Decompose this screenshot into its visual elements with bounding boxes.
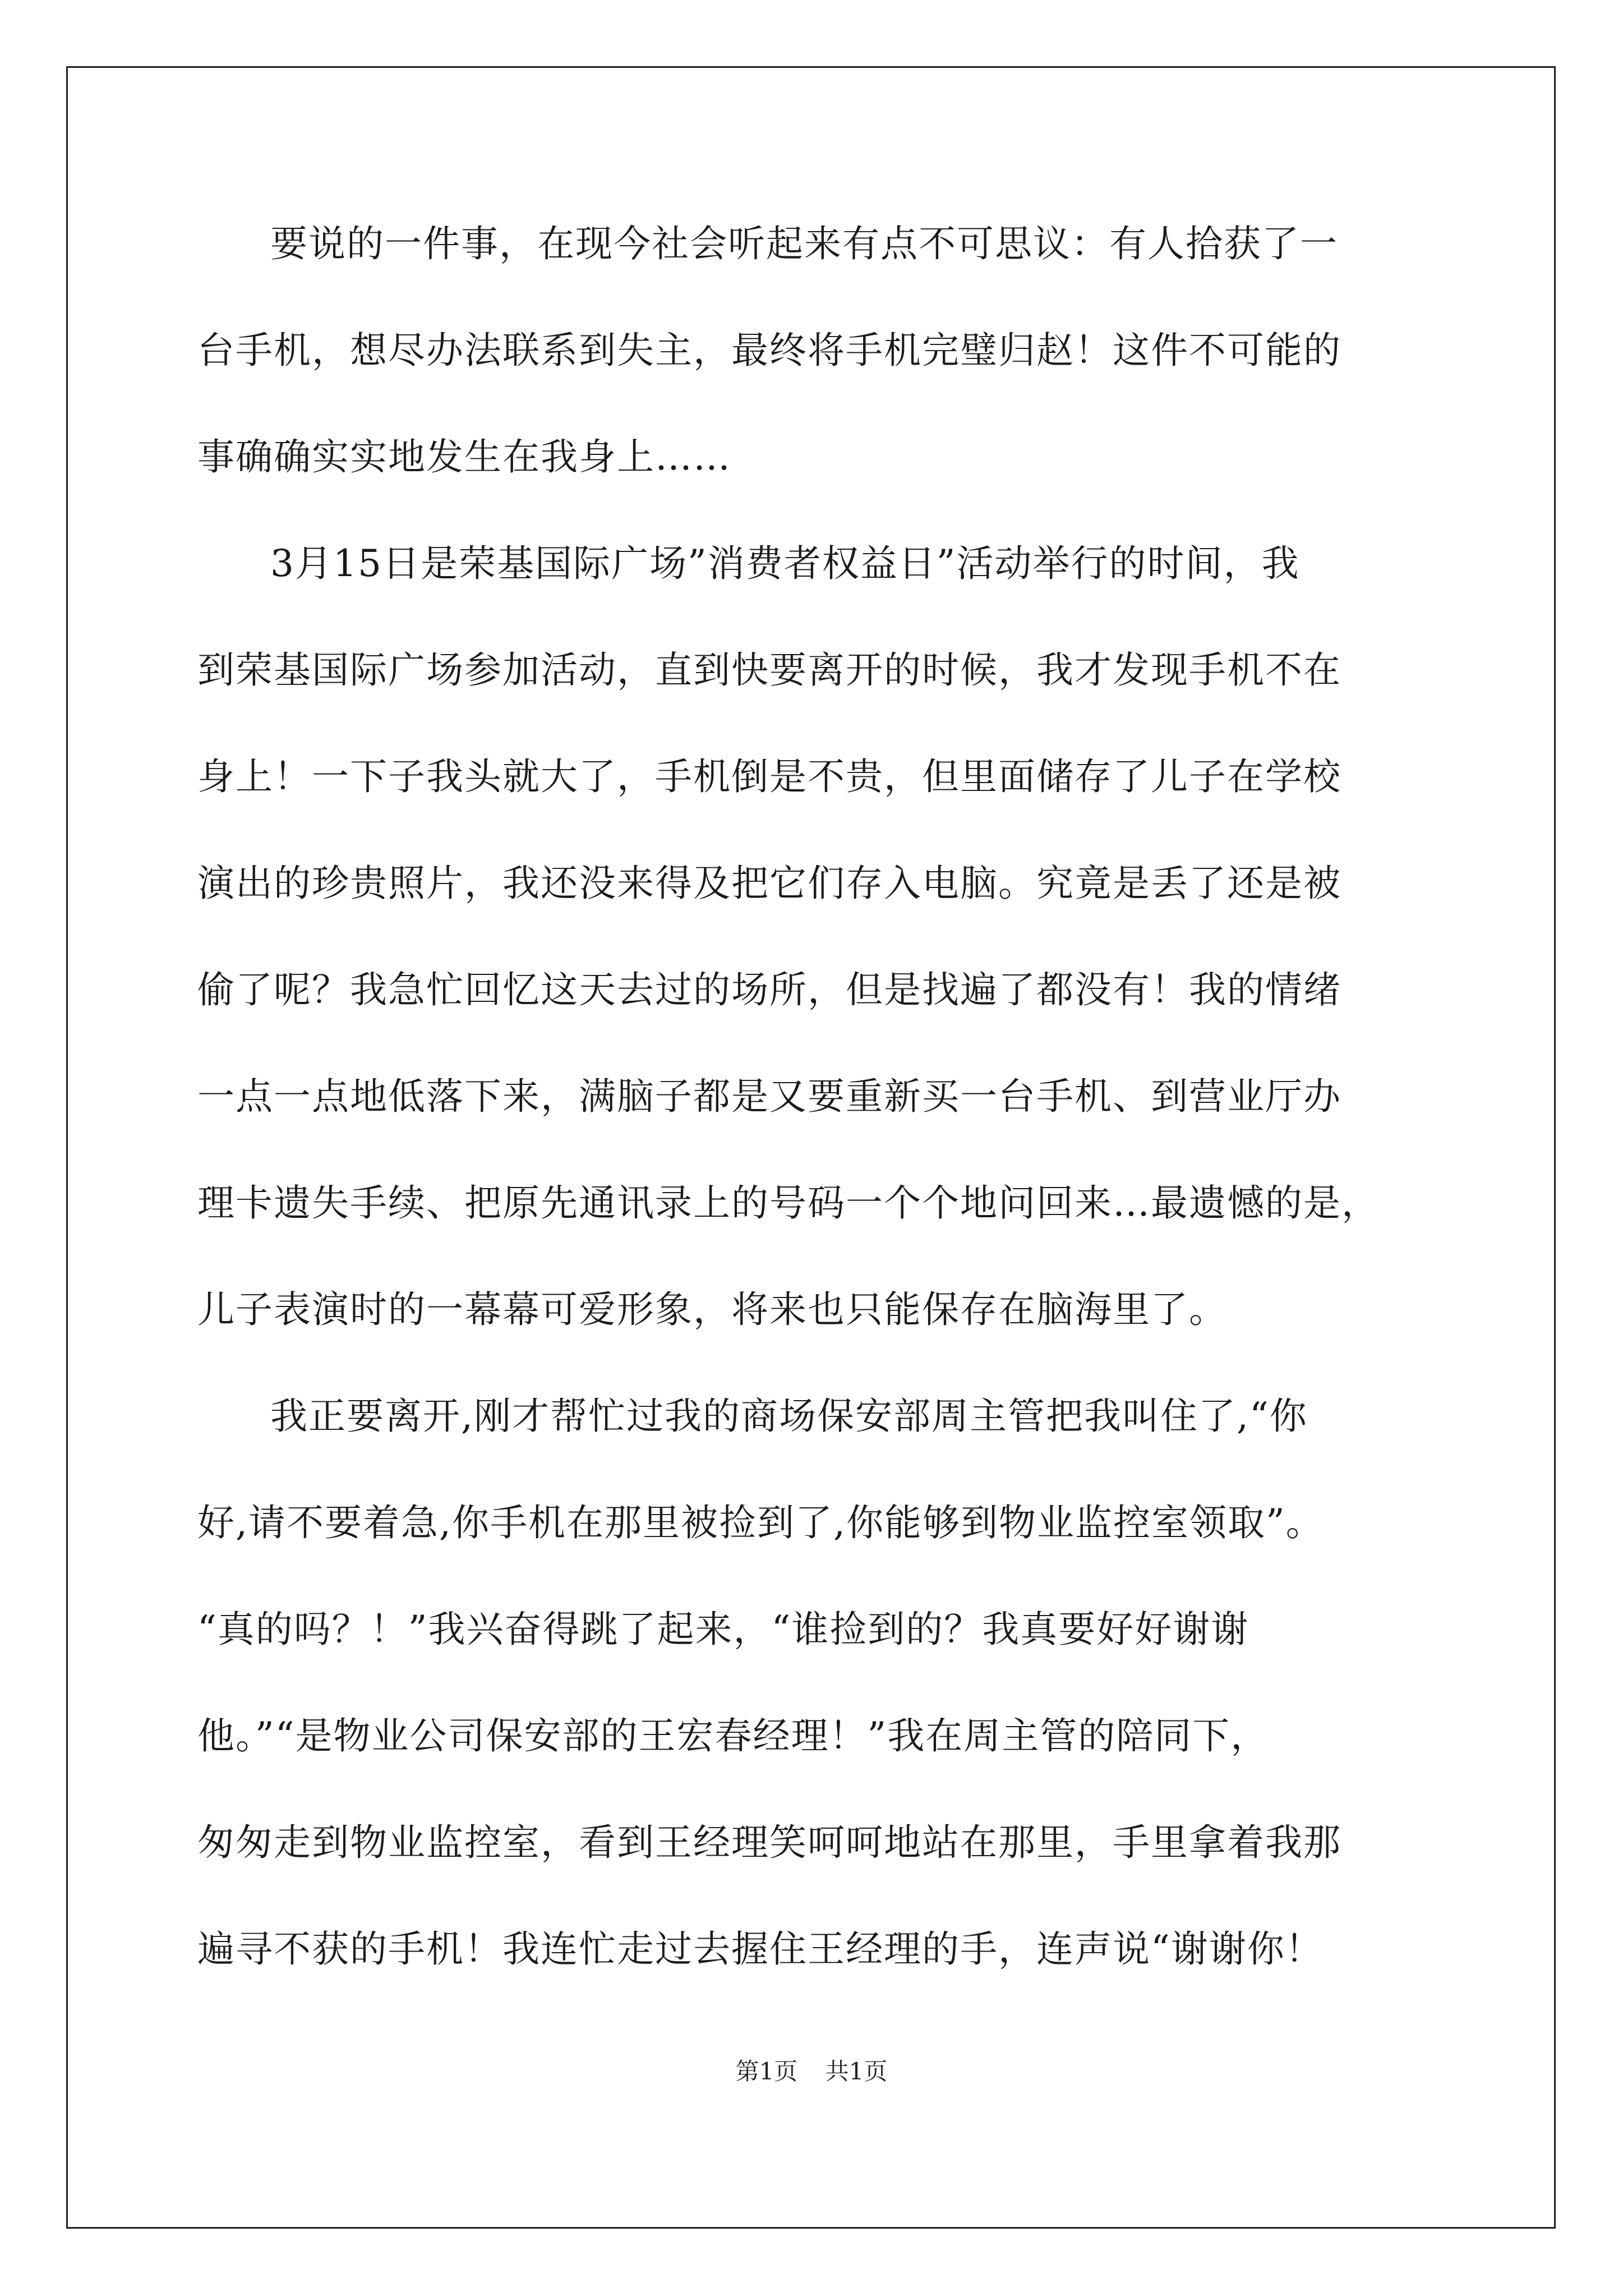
page-footer [0,2058,1623,2086]
page-total: 共1页 [825,2058,888,2085]
paragraph-3-line-1: 我正要离开,刚才帮忙过我的商场保安部周主管把我叫住了,“你 [270,1395,1308,1438]
paragraph-2-line-8: 儿子表演时的一幕幕可爱形象，将来也只能保存在脑海里了。 [197,1288,1227,1331]
paragraph-1-line-3: 事确确实实地发生在我身上…… [197,435,731,478]
paragraph-2-line-1: 3月15日是荣基国际广场”消费者权益日”活动举行的时间，我 [270,542,1300,585]
document-body [197,213,1431,2025]
paragraph-1-line-1: 要说的一件事，在现今社会听起来有点不可思议：有人拾获了一 [270,222,1338,265]
paragraph-2-line-6: 一点一点地低落下来，满脑子都是又要重新买一台手机、到营业厅办 [197,1075,1341,1118]
paragraph-1-line-2: 台手机，想尽办法联系到失主，最终将手机完璧归赵！这件不可能的 [197,329,1341,372]
paragraph-2-line-2: 到荣基国际广场参加活动，直到快要离开的时候，我才发现手机不在 [197,648,1341,692]
paragraph-3-line-3: “真的吗？！”我兴奋得跳了起来，“谁捡到的？我真要好好谢谢 [197,1608,1249,1651]
paragraph-2-line-7: 理卡遗失手续、把原先通讯录上的号码一个个地问回来…最遗憾的是， [197,1181,1380,1225]
paragraph-3-line-6: 遍寻不获的手机！我连忙走过去握住王经理的手，连声说“谢谢你！ [197,1927,1324,1971]
paragraph-2-line-4: 演出的珍贵照片，我还没来得及把它们存入电脑。究竟是丢了还是被 [197,862,1341,905]
page-number: 第1页 [735,2058,798,2085]
paragraph-3-line-5: 匆匆走到物业监控室，看到王经理笑呵呵地站在那里，手里拿着我那 [197,1821,1341,1864]
paragraph-3-line-4: 他。”“是物业公司保安部的王宏春经理！”我在周主管的陪同下， [197,1714,1269,1757]
paragraph-3-line-2: 好,请不要着急,你手机在那里被捡到了,你能够到物业监控室领取”。 [197,1501,1324,1544]
paragraph-2-line-3: 身上！一下子我头就大了，手机倒是不贵，但里面储存了儿子在学校 [197,755,1341,798]
paragraph-2-line-5: 偷了呢？我急忙回忆这天去过的场所，但是找遍了都没有！我的情绪 [197,968,1341,1011]
